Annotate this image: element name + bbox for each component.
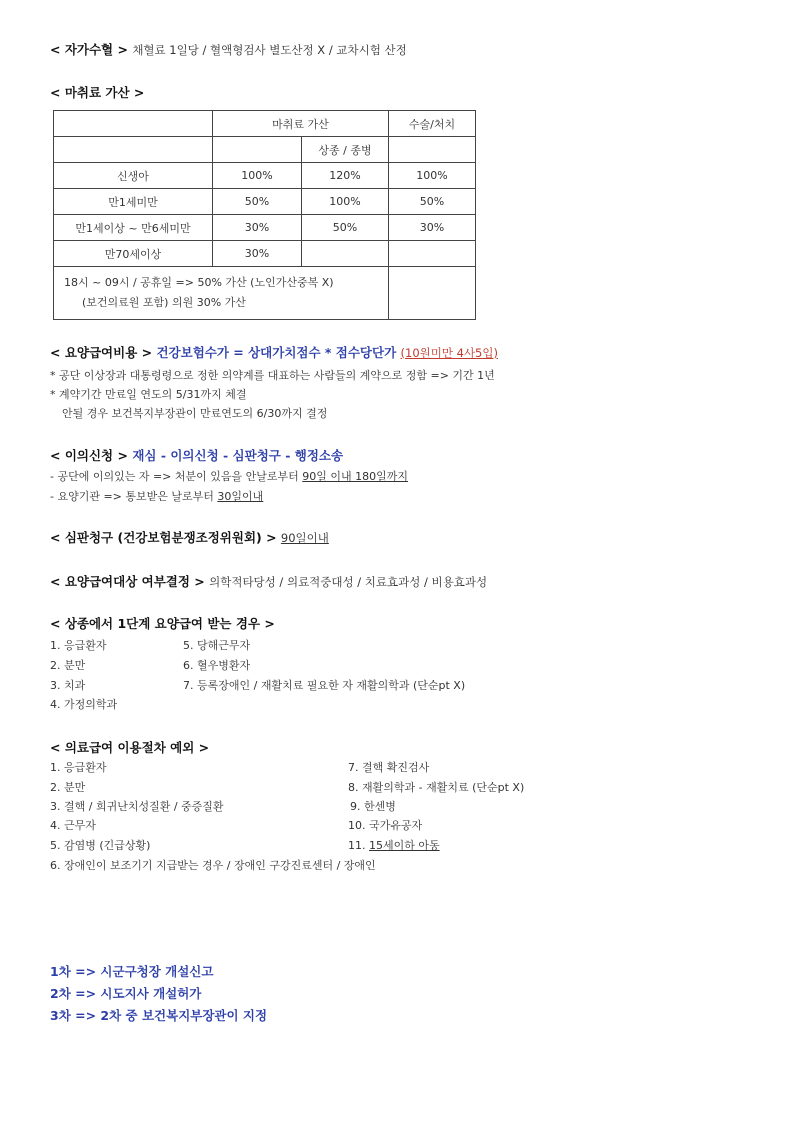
cell-value: 30% xyxy=(213,241,302,267)
list-item: 6. 혈우병환자 xyxy=(183,659,251,672)
cell-value: 100% xyxy=(302,189,389,215)
cell-value: 120% xyxy=(302,163,389,189)
list-item: 6. 장애인이 보조기기 지급받는 경우 / 장애인 구강진료센터 / 장애인 xyxy=(50,859,376,872)
objection-line xyxy=(50,488,263,504)
table-row xyxy=(54,163,476,189)
objection-line xyxy=(50,468,408,484)
cell-value: 100% xyxy=(213,163,302,189)
section-title: < 요양급여비용 > xyxy=(50,345,153,360)
rounding-note: (10원미만 4사5입) xyxy=(400,346,498,360)
table-header-sub: 상종 / 종병 xyxy=(302,137,389,163)
cell-value: 30% xyxy=(213,215,302,241)
list-item: 5. 감염병 (긴급상황) xyxy=(50,839,151,852)
deadline: 90일 이내 180일까지 xyxy=(302,470,409,483)
deadline: 90일이내 xyxy=(280,531,329,545)
cell-value: 30% xyxy=(389,215,476,241)
item-number: 11. xyxy=(348,839,369,852)
table-note xyxy=(54,267,389,320)
section-benefit-decision xyxy=(50,572,487,590)
text: - 요양기관 => 통보받은 날로부터 xyxy=(50,490,218,503)
item-text: 15세이하 아동 xyxy=(369,839,440,852)
list-item: 3. 치과 xyxy=(50,679,86,692)
list-item: 7. 결핵 확진검사 xyxy=(348,761,430,774)
cell-value xyxy=(302,241,389,267)
section-title: < 심판청구 (건강보험분쟁조정위원회) > xyxy=(50,530,277,545)
anesthesia-fee-table xyxy=(53,110,476,320)
bullet-line: 안될 경우 보건복지부장관이 만료연도의 6/30까지 결정 xyxy=(62,407,328,420)
list-item: 5. 당해근무자 xyxy=(183,639,251,652)
row-label: 신생아 xyxy=(54,163,213,189)
list-item: 3. 결핵 / 희귀난치성질환 / 중증질환 xyxy=(50,800,224,813)
deadline: 30일이내 xyxy=(217,490,264,503)
clinic-step-3: 3차 => 2차 중 보건복지부장관이 지정 xyxy=(50,1008,268,1023)
note-line: 18시 ~ 09시 / 공휴일 => 50% 가산 (노인가산중복 X) xyxy=(64,276,334,289)
section-text: 채혈료 1일당 / 혈액형검사 별도산정 X / 교차시험 산정 xyxy=(132,43,407,57)
section-text: 의학적타당성 / 의료적중대성 / 치료효과성 / 비용효과성 xyxy=(209,575,488,589)
row-label: 만70세이상 xyxy=(54,241,213,267)
table-header-anesthesia: 마취료 가산 xyxy=(213,111,389,137)
list-item: 8. 재활의학과 - 재활치료 (단순pt X) xyxy=(348,781,525,794)
section-title: < 자가수혈 > xyxy=(50,42,128,57)
clinic-step-1: 1차 => 시군구청장 개설신고 xyxy=(50,964,214,979)
section-benefit-cost xyxy=(50,343,498,361)
list-item xyxy=(348,837,440,853)
list-item: 10. 국가유공자 xyxy=(348,819,423,832)
clinic-step-2: 2차 => 시도지사 개설허가 xyxy=(50,986,202,1001)
cell-value: 50% xyxy=(389,189,476,215)
table-row xyxy=(54,267,476,320)
bullet-line: * 계약기간 만료일 연도의 5/31까지 체결 xyxy=(50,388,247,401)
section-objection xyxy=(50,446,343,464)
list-item: 7. 등록장애인 / 재활치료 필요한 자 재활의학과 (단순pt X) xyxy=(183,679,466,692)
section-tier1-title: < 상종에서 1단계 요양급여 받는 경우 > xyxy=(50,616,275,631)
section-self-transfusion xyxy=(50,40,407,58)
table-header-surgery: 수술/처치 xyxy=(389,111,476,137)
row-label: 만1세이상 ~ 만6세미만 xyxy=(54,215,213,241)
cell-value: 100% xyxy=(389,163,476,189)
text: - 공단에 이의있는 자 => 처분이 있음을 안날로부터 xyxy=(50,470,303,483)
list-item: 4. 근무자 xyxy=(50,819,96,832)
cell-value xyxy=(389,241,476,267)
section-title: < 요양급여대상 여부결정 > xyxy=(50,574,205,589)
table-row xyxy=(54,241,476,267)
procedure-flow: 재심 - 이의신청 - 심판청구 - 행정소송 xyxy=(132,448,344,463)
section-anesthesia-title: < 마취료 가산 > xyxy=(50,85,145,100)
section-title: < 이의신청 > xyxy=(50,448,128,463)
table-cell xyxy=(213,137,302,163)
list-item: 2. 분만 xyxy=(50,659,86,672)
cell-value: 50% xyxy=(302,215,389,241)
list-item: 2. 분만 xyxy=(50,781,86,794)
table-cell xyxy=(54,111,213,137)
section-medical-aid-title: < 의료급여 이용절차 예외 > xyxy=(50,740,210,755)
table-cell xyxy=(389,137,476,163)
cell-value: 50% xyxy=(213,189,302,215)
table-row xyxy=(54,215,476,241)
section-trial-request xyxy=(50,528,329,546)
list-item: 9. 한센병 xyxy=(350,800,396,813)
note-line: (보건의료원 포함) 의원 30% 가산 xyxy=(82,296,246,309)
list-item: 4. 가정의학과 xyxy=(50,698,118,711)
list-item: 1. 응급환자 xyxy=(50,639,107,652)
bullet-line: * 공단 이상장과 대통령령으로 정한 의약계를 대표하는 사람들의 계약으로 정함 => 기간 1년 xyxy=(50,369,495,382)
table-cell xyxy=(54,137,213,163)
list-item: 1. 응급환자 xyxy=(50,761,107,774)
table-row xyxy=(54,189,476,215)
row-label: 만1세미만 xyxy=(54,189,213,215)
table-cell xyxy=(389,267,476,320)
formula: 건강보험수가 = 상대가치점수 * 점수당단가 xyxy=(156,345,397,360)
